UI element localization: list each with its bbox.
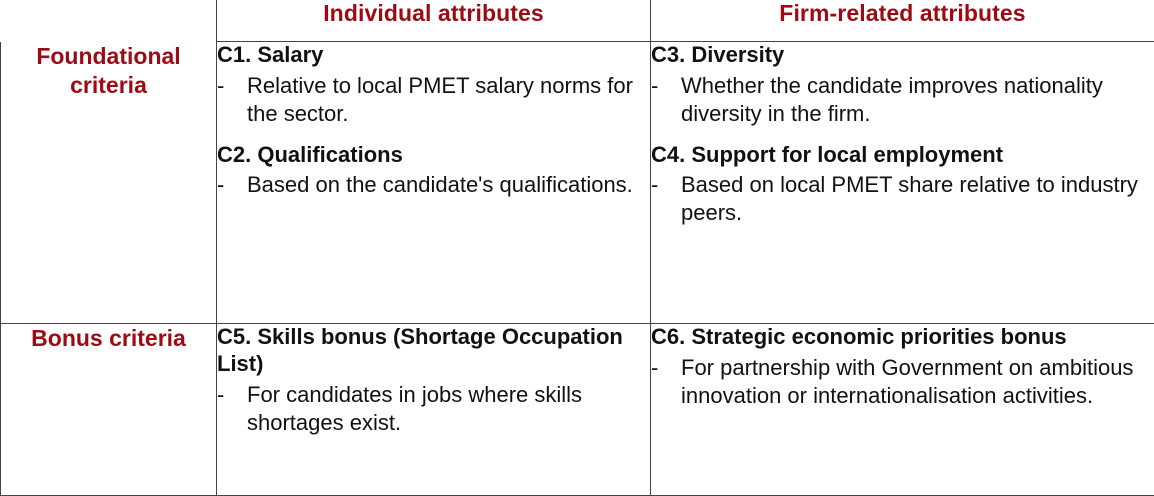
criterion-c3 (651, 42, 1154, 127)
criterion-c6-title: C6. Strategic economic priorities bonus (651, 324, 1067, 350)
cell-bonus-firm (651, 324, 1154, 496)
bullet-dash: - (651, 73, 659, 99)
bullet-dash: - (651, 172, 659, 198)
cell-foundational-firm (651, 42, 1154, 324)
bullet-dash: - (217, 172, 225, 198)
criterion-c5 (217, 324, 650, 436)
bullet-dash: - (651, 354, 659, 380)
criterion-c2-title: C2. Qualifications (217, 141, 403, 167)
criterion-c4 (651, 142, 1154, 227)
criterion-c4-detail-text: Based on local PMET share relative to industry peers. (681, 172, 1138, 226)
table-row-bonus-criteria (1, 324, 1154, 496)
criterion-c5-title: C5. Skills bonus (Shortage Occupation List) (217, 324, 623, 376)
criterion-c2 (217, 142, 650, 200)
criterion-c5-detail (217, 381, 650, 436)
criterion-c3-title: C3. Diversity (651, 42, 785, 68)
bullet-dash: - (217, 381, 225, 407)
criterion-c1 (217, 42, 650, 127)
criterion-c3-detail (651, 72, 1154, 127)
criterion-c6 (651, 324, 1154, 409)
header-corner-blank (1, 0, 217, 42)
cell-foundational-individual (217, 42, 651, 324)
row-header-foundational-criteria: Foundational criteria (1, 42, 217, 324)
criterion-c4-detail (651, 171, 1154, 226)
criterion-c2-detail-text: Based on the candidate's qualifications. (247, 172, 633, 198)
criterion-c6-detail-text: For partnership with Government on ambitious innovation or internationalisation activities. (681, 354, 1134, 408)
criterion-c4-title: C4. Support for local employment (651, 141, 1004, 167)
criterion-c1-detail-text: Relative to local PMET salary norms for the sector. (247, 73, 633, 126)
criterion-c6-detail (651, 354, 1154, 409)
criterion-c1-title: C1. Salary (217, 42, 324, 68)
row-header-bonus-criteria: Bonus criteria (1, 324, 217, 496)
bullet-dash: - (217, 73, 225, 99)
criterion-c5-detail-text: For candidates in jobs where skills shortages exist. (247, 381, 583, 435)
column-header-individual-attributes: Individual attributes (217, 0, 651, 42)
table-row-foundational-criteria (1, 42, 1154, 324)
table-header-row (1, 0, 1154, 42)
cell-bonus-individual (217, 324, 651, 496)
criterion-c2-detail (217, 171, 650, 199)
column-header-firm-related-attributes: Firm-related attributes (651, 0, 1154, 42)
criterion-c1-detail (217, 72, 650, 127)
criterion-c3-detail-text: Whether the candidate improves nationality diversity in the firm. (681, 73, 1103, 126)
